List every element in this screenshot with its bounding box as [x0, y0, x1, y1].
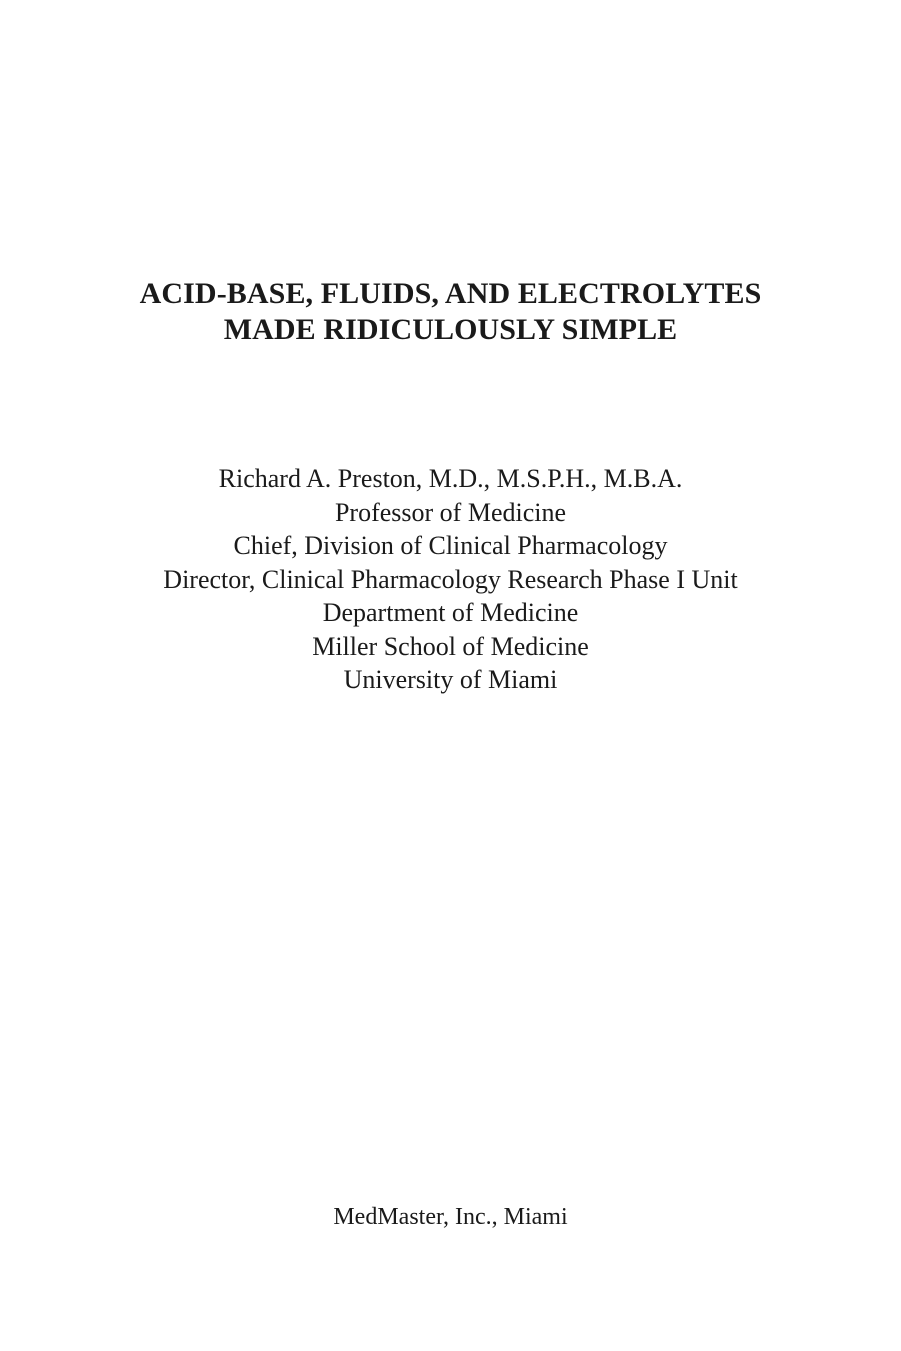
publisher-imprint: MedMaster, Inc., Miami	[333, 1204, 568, 1230]
author-affiliation-4: Department of Medicine	[322, 598, 579, 627]
author-affiliation-5: Miller School of Medicine	[312, 631, 589, 661]
book-title	[0, 276, 901, 348]
author-name: Richard A. Preston, M.D., M.S.P.H., M.B.A.	[218, 464, 683, 493]
book-title-line-2: MADE RIDICULOUSLY SIMPLE	[223, 313, 678, 346]
author-affiliation-2: Chief, Division of Clinical Pharmacology	[233, 531, 668, 560]
author-affiliation-6: University of Miami	[343, 665, 558, 694]
author-affiliation-3: Director, Clinical Pharmacology Research Phase I Unit	[163, 564, 738, 594]
author-block	[0, 462, 901, 697]
book-title-line-1: ACID-BASE, FLUIDS, AND ELECTROLYTES	[139, 277, 762, 310]
author-affiliation-1: Professor of Medicine	[334, 497, 567, 527]
